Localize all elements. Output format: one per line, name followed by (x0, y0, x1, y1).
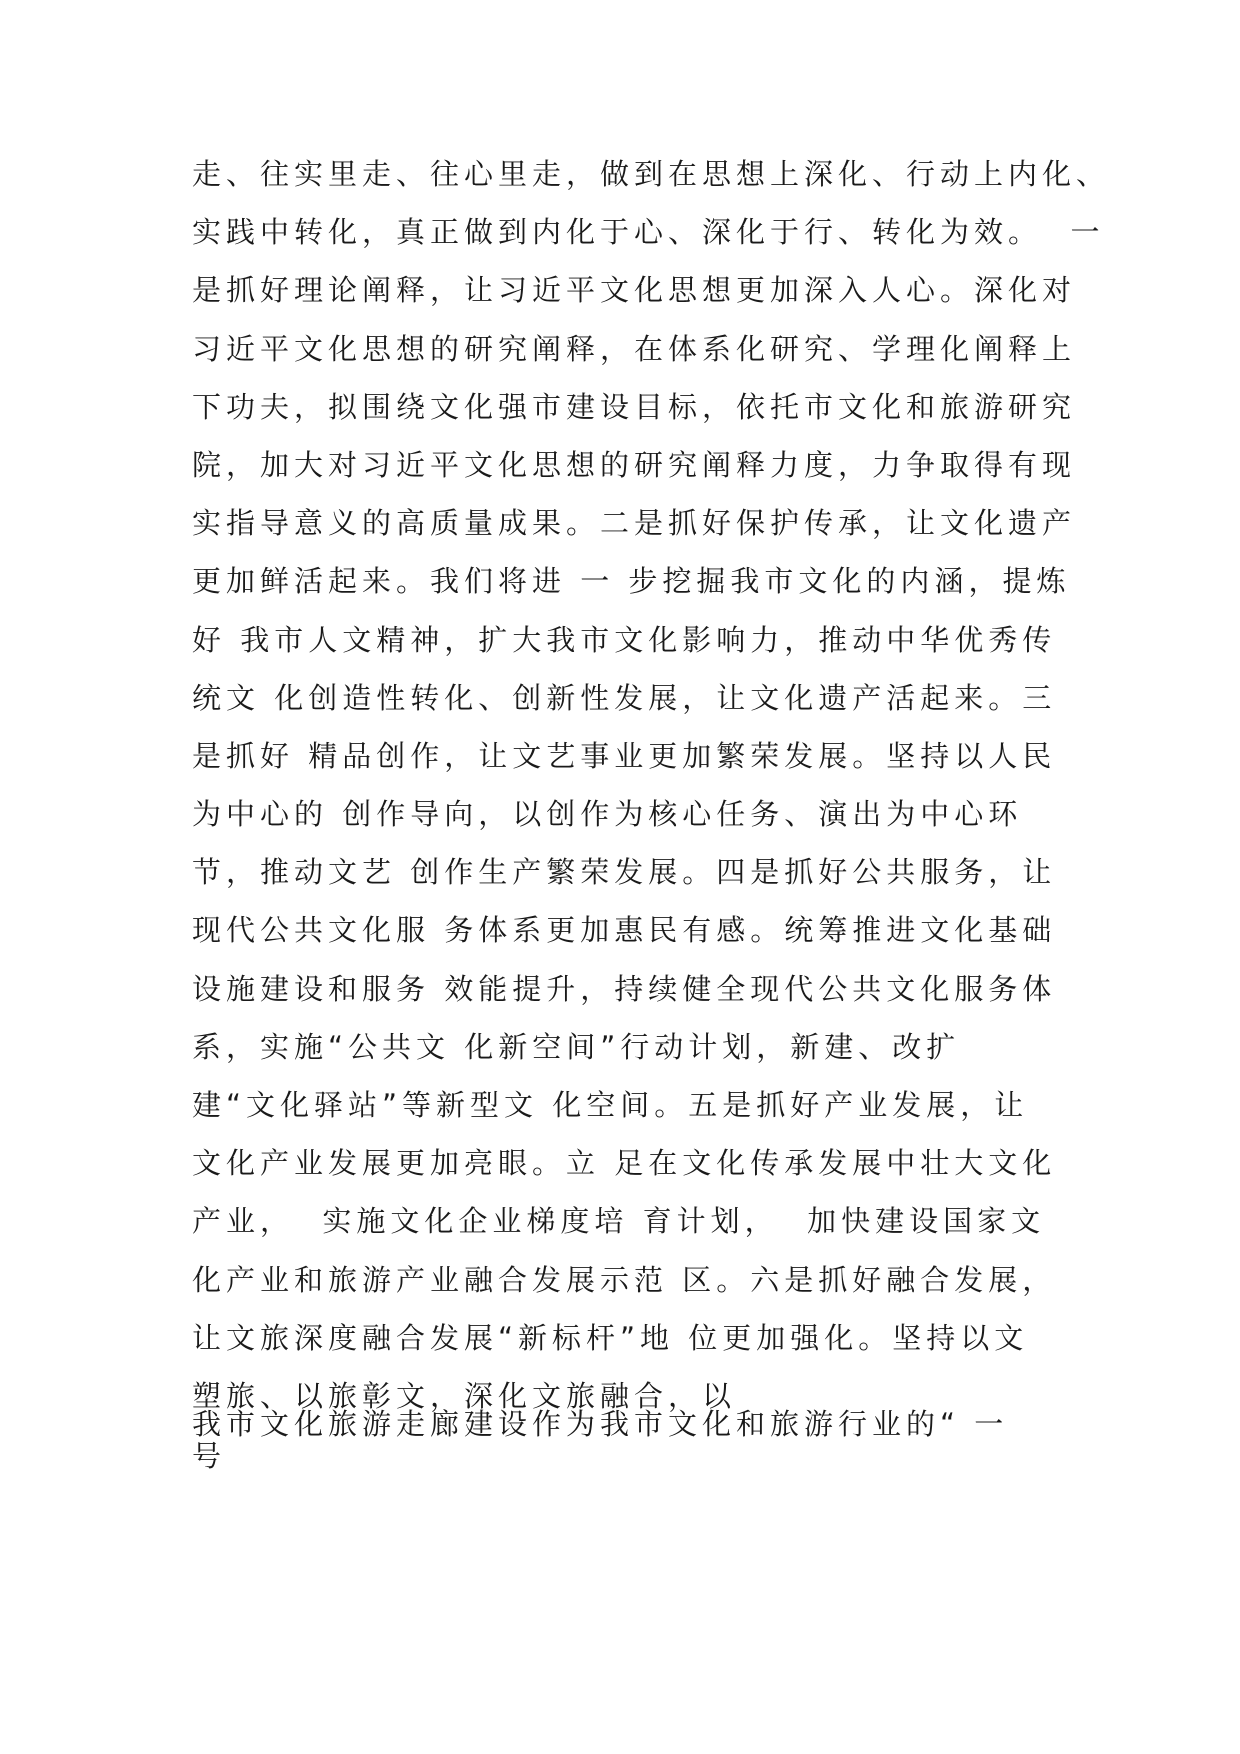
text-line: 实践中转化，真正做到内化于心、深化于行、转化为效。 一 (192, 215, 1105, 250)
text-line: 系，实施“公共文 化新空间”行动计划，新建、改扩 (192, 1029, 961, 1064)
text-line: 院，加大对习近平文化思想的研究阐释力度，力争取得有现 (192, 447, 1077, 482)
text-line: 设施建设和服务 效能提升，持续健全现代公共文化服务体 (192, 971, 1057, 1006)
text-line: 更加鲜活起来。我们将进 一 步挖掘我市文化的内涵，提炼 (192, 564, 1071, 599)
text-line: 好 我市人文精神，扩大我市文化影响力，推动中华优秀传 (192, 622, 1057, 657)
text-line: 节，推动文艺 创作生产繁荣发展。四是抓好公共服务，让 (192, 855, 1057, 890)
text-line: 建“文化驿站”等新型文 化空间。五是抓好产业发展，让 (192, 1088, 1029, 1122)
text-line: 塑旅、以旅彰文，深化文旅融合，以 (192, 1378, 737, 1413)
text-line: 号 (192, 1439, 227, 1473)
text-line: 统文 化创造性转化、创新性发展，让文化遗产活起来。三 (192, 680, 1057, 715)
body-text (192, 145, 1111, 1425)
text-line: 走、往实里走、往心里走，做到在思想上深化、行动上内化、 (192, 157, 1111, 191)
text-line: 下功夫，拟围绕文化强市建设目标，依托市文化和旅游研究 (192, 389, 1077, 424)
text-line: 是抓好理论阐释，让习近平文化思想更加深入人心。深化对 (192, 273, 1077, 308)
text-line: 现代公共文化服 务体系更加惠民有感。统筹推进文化基础 (192, 913, 1057, 948)
text-line: 文化产业发展更加亮眼。立 足在文化传承发展中壮大文化 (192, 1146, 1057, 1181)
text-line: 我市文化旅游走廊建设作为我市文化和旅游行业的“ 一 (192, 1407, 1009, 1441)
text-line: 化产业和旅游产业融合发展示范 区。六是抓好融合发展， (192, 1262, 1057, 1297)
text-line: 让文旅深度融合发展“新标杆”地 位更加强化。坚持以文 (192, 1320, 1029, 1355)
text-line: 习近平文化思想的研究阐释，在体系化研究、学理化阐释上 (192, 331, 1077, 366)
text-line: 产业， 实施文化企业梯度培 育计划， 加快建设国家文 (192, 1204, 1046, 1239)
continuation-text (192, 1408, 1072, 1472)
text-line: 为中心的 创作导向，以创作为核心任务、演出为中心环 (192, 797, 1023, 832)
text-line: 实指导意义的高质量成果。二是抓好保护传承，让文化遗产 (192, 506, 1077, 541)
text-line: 是抓好 精品创作，让文艺事业更加繁荣发展。坚持以人民 (192, 738, 1057, 773)
